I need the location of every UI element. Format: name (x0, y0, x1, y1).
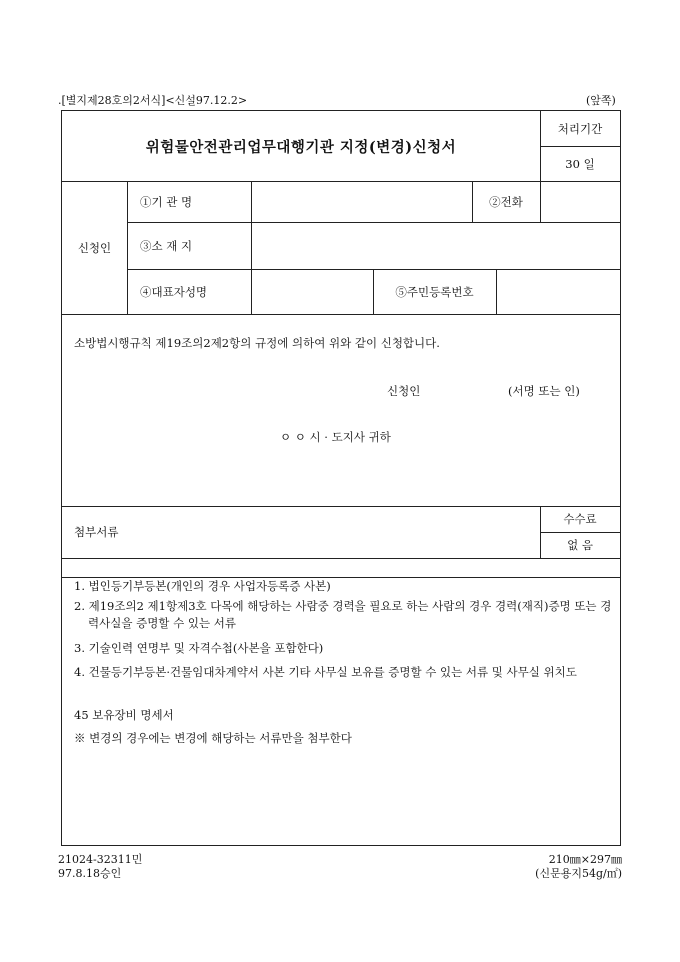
org-name-label: ①기 관 명 (140, 194, 193, 209)
footer-paper-size: 210㎜×297㎜ (548, 853, 622, 866)
attachment-note: ※ 변경의 경우에는 변경에 해당하는 서류만을 첨부한다 (74, 731, 352, 745)
representative-name-label: ④대표자성명 (140, 284, 208, 299)
phone-field[interactable] (541, 182, 619, 221)
phone-label: ②전화 (489, 194, 523, 209)
resident-number-field[interactable] (497, 270, 619, 313)
footer-approval: 97.8.18승인 (58, 867, 122, 880)
fee-value: 없 음 (567, 538, 593, 552)
applicant-section-label: 신청인 (77, 240, 112, 255)
application-statement: 소방법시행규칙 제19조의2제2항의 규정에 의하여 위와 같이 신청합니다. (74, 336, 440, 350)
application-form (61, 110, 621, 846)
footer-paper-type: (신문용지54g/㎡) (535, 867, 622, 880)
attachment-item: 2. 제19조의2 제1항제3호 다목에 해당하는 사람중 경력을 필요로 하는 사람의 경우 경력(재직)증명 또는 경력사실을 증명할 수 있는 서류 (74, 599, 612, 630)
resident-number-label: ⑤주민등록번호 (395, 284, 474, 299)
attachment-item: 3. 기술인력 연명부 및 자격수첩(사본을 포함한다) (74, 641, 324, 655)
footer-form-number: 21024-32311민 (58, 853, 143, 866)
address-field[interactable] (252, 223, 618, 268)
fee-label: 수수료 (563, 512, 597, 526)
signature-label: (서명 또는 인) (508, 384, 580, 398)
attachment-item: 4. 건물등기부등본·건물임대차계약서 사본 기타 사무실 보유를 증명할 수 있는 서류 및 사무실 위치도 (74, 665, 577, 679)
attachment-item: 1. 법인등기부등본(개인의 경우 사업자등록증 사본) (74, 579, 331, 593)
addressee: ㅇ ㅇ 시 · 도지사 귀하 (280, 430, 391, 444)
address-label: ③소 재 지 (140, 238, 193, 253)
processing-period-label: 처리기간 (557, 121, 603, 136)
form-title: 위험물안전관리업무대행기관 지정(변경)신청서 (145, 138, 457, 156)
attachments-label: 첨부서류 (74, 525, 119, 539)
page-side-label: (앞쪽) (586, 94, 616, 107)
applicant-sign-label: 신청인 (387, 384, 421, 398)
org-name-field[interactable] (252, 182, 471, 221)
form-code: .[별지제28호의2서식]<신설97.12.2> (58, 94, 248, 107)
representative-name-field[interactable] (252, 270, 372, 313)
processing-period-value: 30 일 (565, 156, 595, 171)
attachment-item: 45 보유장비 명세서 (74, 708, 174, 722)
